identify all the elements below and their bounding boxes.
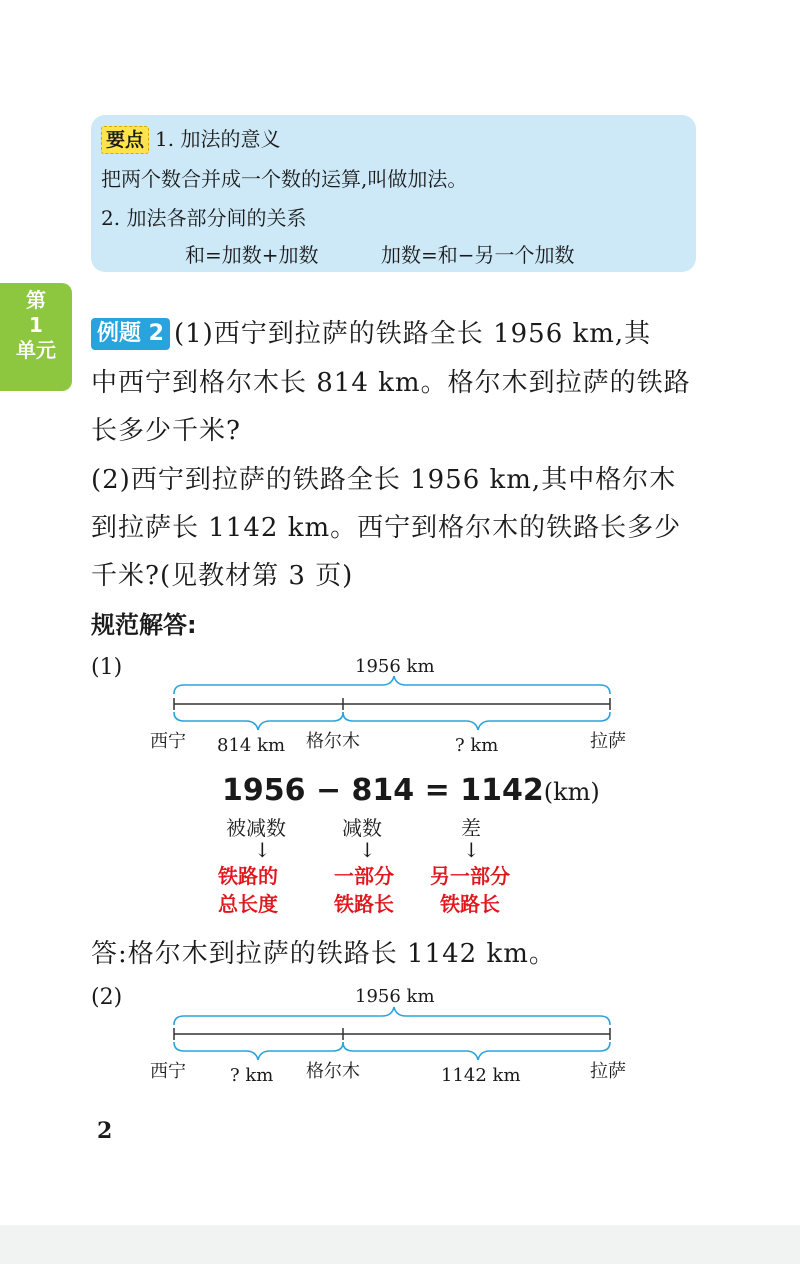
diagram2-total-label: 1956 km xyxy=(355,986,435,1007)
diagram1-total-label: 1956 km xyxy=(355,656,435,677)
equation-unit: (km) xyxy=(543,778,600,806)
subtraction-equation xyxy=(222,773,600,808)
note-difference xyxy=(430,862,510,918)
keypoint-heading-2: 2. 加法各部分间的关系 xyxy=(101,206,307,230)
keypoint-formula-addend: 加数=和−另一个加数 xyxy=(381,243,575,267)
diagram2-left-segment: ? km xyxy=(230,1065,274,1086)
diagram2-right-brace xyxy=(343,1042,610,1060)
keypoint-formula-sum: 和=加数+加数 xyxy=(185,243,319,267)
term-subtrahend: 减数 xyxy=(342,816,382,840)
note-difference-line-2: 铁路长 xyxy=(440,892,500,916)
diagram1-right-brace xyxy=(343,712,610,730)
unit-tab-line-3: 单元 xyxy=(16,338,56,362)
note-minuend-line-1: 铁路的 xyxy=(218,864,278,888)
note-subtrahend xyxy=(334,862,394,918)
keypoint-definition: 把两个数合并成一个数的运算,叫做加法。 xyxy=(101,167,468,191)
note-subtrahend-line-2: 铁路长 xyxy=(334,892,394,916)
arrow-subtrahend: ↓ xyxy=(359,838,376,862)
diagram2-mid-city: 格尔木 xyxy=(306,1061,360,1082)
arrow-difference: ↓ xyxy=(463,838,480,862)
diagram2-left-city: 西宁 xyxy=(150,1061,186,1082)
diagram1-total-brace xyxy=(174,676,610,694)
diagram1-right-segment: ? km xyxy=(455,735,499,756)
diagram2-part-label: (2) xyxy=(91,985,123,1010)
diagram1-right-city: 拉萨 xyxy=(590,731,626,752)
diagram2-right-city: 拉萨 xyxy=(590,1061,626,1082)
note-subtrahend-line-1: 一部分 xyxy=(334,864,394,888)
keypoint-tag: 要点 xyxy=(101,126,149,154)
page-number: 2 xyxy=(97,1118,113,1144)
equation-minuend: 1956 xyxy=(222,773,306,808)
example-tag: 例题 2 xyxy=(91,318,170,350)
equation-difference: 1142 xyxy=(460,773,544,808)
unit-tab-line-2: 1 xyxy=(29,313,43,337)
example-line-6: 千米?(见教材第 3 页) xyxy=(91,561,354,591)
answer-text: 答:格尔木到拉萨的铁路长 1142 km。 xyxy=(91,939,556,969)
equation-subtrahend: 814 xyxy=(351,773,415,808)
equation-equals: = xyxy=(424,773,450,808)
diagram1-left-segment: 814 km xyxy=(217,735,286,756)
example-line-2: 中西宁到格尔木长 814 km。格尔木到拉萨的铁路 xyxy=(91,368,691,398)
diagram1-part-label: (1) xyxy=(91,655,123,680)
note-minuend-line-2: 总长度 xyxy=(218,892,278,916)
note-minuend xyxy=(218,862,278,918)
diagram1-mid-city: 格尔木 xyxy=(306,731,360,752)
example-text-1: (1)西宁到拉萨的铁路全长 1956 km,其 xyxy=(173,319,652,349)
solution-heading: 规范解答: xyxy=(91,611,197,639)
bottom-band xyxy=(0,1225,800,1264)
example-line-4: (2)西宁到拉萨的铁路全长 1956 km,其中格尔木 xyxy=(91,465,677,495)
term-minuend: 被减数 xyxy=(226,816,286,840)
diagram1-left-city: 西宁 xyxy=(150,731,186,752)
note-difference-line-1: 另一部分 xyxy=(430,864,510,888)
diagram2-right-segment: 1142 km xyxy=(441,1065,521,1086)
equation-minus: − xyxy=(315,773,342,808)
example-line-3: 长多少千米? xyxy=(91,416,241,446)
keypoint-heading-1: 1. 加法的意义 xyxy=(155,127,281,151)
arrow-minuend: ↓ xyxy=(254,838,271,862)
unit-tab-line-1: 第 xyxy=(26,288,46,312)
diagram2-total-brace xyxy=(174,1007,610,1025)
term-difference: 差 xyxy=(461,816,481,840)
example-line-5: 到拉萨长 1142 km。西宁到格尔木的铁路长多少 xyxy=(91,513,682,543)
